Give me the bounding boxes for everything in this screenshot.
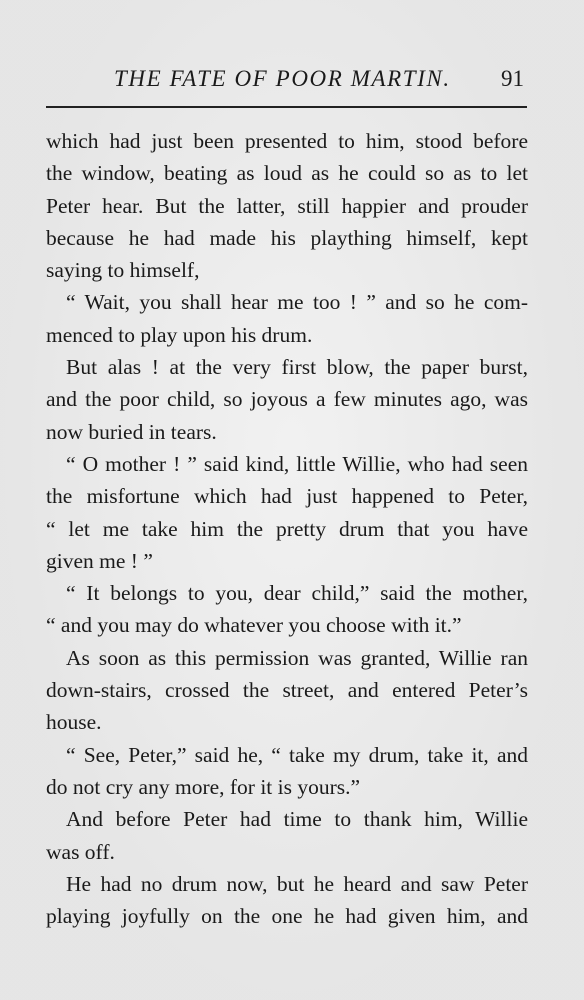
text-line: “ O mother ! ” said kind, little Willie, who had seen	[66, 451, 528, 476]
text-line: because he had made his plaything himself, kept	[46, 225, 528, 250]
text-line: As soon as this permission was granted, Willie ran	[66, 645, 528, 670]
text-line: now buried in tears.	[46, 419, 217, 444]
body-text	[46, 125, 528, 932]
text-line: But alas ! at the very first blow, the paper burst,	[66, 355, 528, 380]
running-head	[46, 62, 528, 98]
text-line: “ let me take him the pretty drum that you have	[46, 516, 528, 541]
text-line: playing joyfully on the one he had given him, and	[46, 904, 528, 929]
text-line: down-stairs, crossed the street, and entered Peter’s	[46, 678, 528, 703]
text-line: saying to himself,	[46, 258, 200, 283]
text-line: the window, beating as loud as he could so as to let	[46, 161, 528, 186]
text-line: house.	[46, 710, 102, 735]
text-line: was off.	[46, 839, 115, 864]
text-line: He had no drum now, but he heard and saw Peter	[66, 871, 528, 896]
text-line: “ and you may do whatever you choose with it.”	[46, 613, 462, 638]
text-line: which had just been presented to him, stood before	[46, 129, 528, 153]
text-line: given me ! ”	[46, 548, 153, 573]
text-line: “ See, Peter,” said he, “ take my drum, take it, and	[66, 742, 528, 767]
text-line: “ Wait, you shall hear me too ! ” and so he com-	[66, 290, 528, 315]
text-line: “ It belongs to you, dear child,” said the mother,	[66, 581, 528, 606]
page-number: 91	[501, 66, 524, 91]
text-line: the misfortune which had just happened to Peter,	[46, 484, 528, 509]
header-rule	[46, 106, 527, 108]
running-head-title: THE FATE OF POOR MARTIN.	[114, 66, 451, 91]
text-line: Peter hear. But the latter, still happier and prouder	[46, 193, 528, 218]
text-line: And before Peter had time to thank him, Willie	[66, 807, 528, 832]
text-line: do not cry any more, for it is yours.”	[46, 774, 361, 799]
text-line: menced to play upon his drum.	[46, 322, 313, 347]
text-line: and the poor child, so joyous a few minutes ago, was	[46, 387, 528, 412]
